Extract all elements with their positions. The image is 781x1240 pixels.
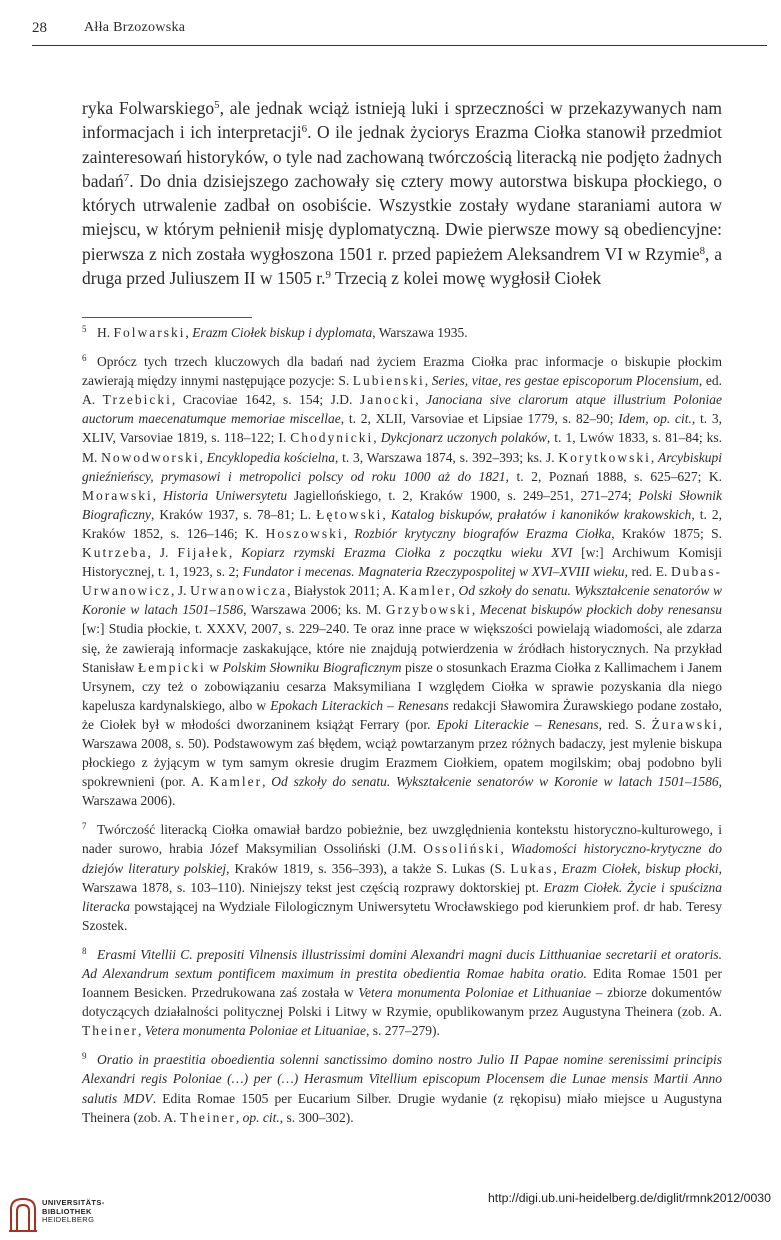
footnote-6: [82, 352, 722, 810]
footnote-text: ,: [262, 774, 272, 790]
footnote-text: , t. 2, XLII, Varsoviae et Lipsiae 1779, s. 82–90;: [340, 411, 619, 427]
footnote-text: , Warszawa 1878, s. 103–110). Niniejszy tekst jest częścią rozprawy doktorskiej pt.: [82, 860, 722, 895]
footnote-text: Dubas-Urwanowicz: [82, 564, 722, 599]
footnote-text: ,: [424, 373, 432, 389]
text-run: , a druga przed Juliuszem II w 1505 r.: [82, 243, 722, 289]
footnote-text: Theiner: [179, 1109, 236, 1125]
footnote-text: Polskim Słowniku Biograficznym: [222, 659, 402, 675]
footnote-text: ,: [382, 506, 391, 522]
footnote-text: ,: [451, 583, 459, 599]
footnote-text: , Warszawa 2008, s. 50). Podstawowym zaś błędem, wciąż powtarzanym przez różnych badaczy, jest mylenie biskupa płockiego z żyjącym w tym samym okresie drugim Erazmem Ciołkiem, opatem mogilskim; obaj podobno byli spokrewnieni (por. A.: [82, 716, 722, 790]
page-footer: [0, 1187, 781, 1240]
footnote-text: , J.: [147, 545, 178, 561]
running-head: Ałła Brzozowska: [84, 20, 186, 35]
footnote-text: Janocki: [359, 392, 416, 408]
footnote-text: , Kraków 1875; S.: [611, 525, 722, 541]
footnote-text: , t. 2, Poznań 1888, s. 625–627; K.: [505, 468, 722, 484]
footnote-number: 8: [82, 945, 87, 956]
footnote-text: ,: [137, 1023, 145, 1039]
footnote-text: Erazm Ciołek. Życie i spuścizna literacka: [82, 879, 723, 914]
footnote-text: , t. 1, Lwów 1833, s. 81–84; ks. M.: [82, 430, 722, 465]
text-run: ryka Folwarskiego: [82, 98, 215, 118]
footnote-text: Encyklopedia kościelna: [206, 449, 335, 465]
footnote-text: Polski Słownik Biograficzny: [82, 487, 723, 522]
source-url-link[interactable]: http://digi.ub.uni-heidelberg.de/diglit/rmnk2012/0030: [487, 1191, 771, 1205]
footnotes: [82, 323, 722, 1127]
footnote-text: Lubienski: [352, 373, 425, 389]
footnote-text: , Warszawa 1935.: [372, 325, 468, 340]
footnote-text: w: [205, 659, 223, 675]
footnote-text: Katalog biskupów, prałatów i kanoników krakowskich: [390, 506, 692, 522]
footnote-text: ,: [235, 1109, 243, 1125]
footnote-ref-7: 7: [123, 171, 130, 184]
footnote-ref-5: 5: [214, 99, 220, 112]
footnote-text: , s. 277–279).: [365, 1023, 440, 1039]
footnote-number: 7: [82, 821, 87, 832]
footnote-text: , Warszawa 2006; ks. M.: [243, 602, 386, 618]
footnote-text: Fijałek: [177, 545, 229, 561]
footnote-text: Oratio in praestitia oboedientia solenni sanctissimo domino nostro Julio II Papae nomine serenissimi principis Alexandri regis Poloniae (…) per (…) Herasmum Vitellium episcopum Plocensem die Lunae mensis Martii Anno salutis MDV: [82, 1052, 722, 1106]
footnote-text: Erasmi Vitellii C. prepositi Vilnensis illustrissimi domini Alexandri magni ducis Litthuaniae secretarii et oratoris. Ad Alexandrum sextum pontificem maximum in prestita obedientia Romae habita oratio.: [82, 946, 722, 981]
footnote-text: . Edita Romae 1505 per Eucarium Silber. Drugie wydanie (z rękopisu) miało miejsce u Augustyna Theinera (zob. A.: [82, 1090, 722, 1125]
main-paragraph: [82, 96, 722, 290]
footnote-text: Chodynicki: [290, 430, 374, 446]
footnote-text: op. cit.: [242, 1109, 280, 1125]
footnote-text: Kamler: [209, 774, 263, 790]
footnote-text: Oprócz tych trzech kluczowych dla badań nad życiem Erazma Ciołka prac informacje o biskupie płockim zawierają między innymi następujące pozycje: S.: [82, 354, 722, 389]
text-run: . O ile jednak życiorys Erazma Ciołka stanowił przedmiot zainteresowań historyków, o tyle nad zachowaną twórczością literacką nie podjęto żadnych badań: [82, 122, 723, 191]
footnote-text: , Białystok 2011; A.: [287, 583, 400, 599]
footnote-text: Kopiarz rzymski Erazma Ciołka z początku wieku XVI: [241, 545, 573, 561]
footnote-text: Wiadomości historyczno-krytyczne do dziejów literatury polskiej: [82, 841, 722, 876]
footnote-text: Janociana sive clarorum atque illustrium Poloniae auctorum maecenatumque memoriae miscellae: [82, 392, 723, 427]
logo-line: BIBLIOTHEK: [42, 1206, 92, 1216]
footnote-text: Od szkoły do senatu. Wykształcenie senatorów w Koronie w latach 1501–1586: [271, 774, 719, 790]
footnote-ref-9: 9: [325, 269, 331, 282]
footnote-text: ,: [500, 841, 511, 857]
footnote-text: Twórczość literacką Ciołka omawiał bardzo pobieżnie, bez uwzględnienia kontekstu historyczno-kulturowego, i nader surowo, hrabia Józef Maksymilian Ossoliński (J.M.: [82, 822, 722, 857]
footnote-text: Historia Uniwersytetu: [163, 487, 288, 503]
footnote-text: Jagiellońskiego, t. 2, Kraków 1900, s. 249–251, 271–274;: [287, 487, 639, 503]
footnote-text: , s. 300–302).: [279, 1109, 354, 1125]
footnote-number: 9: [82, 1051, 87, 1062]
footnote-text: Arcybiskupi gnieźnieńscy, prymasowi i metropolici polscy od roku 1000 aż do 1821: [82, 449, 722, 484]
text-run: . Do dnia dzisiejszego zachowały się cztery mowy autorstwa biskupa płockiego, o których utrwalenie zadbał on osobiście. Wszystkie zostały wydane staraniami autora w miejscu, w którym pełnienił misję dyplomatyczną. Dwie pierwsze mowy są obediencyjne: pierwsza z nich została wygłoszona 1501 r. przed papieżem Aleksandrem VI w Rzymie: [82, 170, 722, 264]
footnote-ref-6: 6: [301, 123, 308, 136]
footnote-text: ,: [471, 602, 480, 618]
library-logo-text: [42, 1199, 105, 1225]
footnote-text: ,: [343, 525, 355, 541]
footnote-text: Od szkoły do senatu. Wykształcenie senatorów w Koronie w latach 1501–1586: [82, 583, 722, 618]
footnote-text: Folwarski: [113, 325, 186, 340]
footnote-text: , red. S.: [598, 716, 652, 732]
main-text: [82, 96, 722, 290]
footnote-text: ,: [199, 449, 207, 465]
footnote-text: Nowodworski: [101, 449, 200, 465]
text-run: , ale jednak wciąż istnieją luki i sprzeczności w przekazywanych nam informacjach i ich interpretacji: [82, 98, 722, 143]
footnote-text: [w:] Archiwum Komisji Historycznej, t. 1, 1923, s. 2;: [82, 545, 722, 580]
footnote-separator: [82, 317, 252, 318]
footnote-text: pisze o stosunkach Erazma Ciołka z Kallimachem i Janem Ursynem, czy też o zobowiązaniu cesarza Maksymiliana I względem Ciołka w sprawie pozyskania dla niego kapelusza kardynalskiego, albo w: [82, 659, 723, 713]
footnote-text: ,: [373, 430, 381, 446]
footnote-text: Łempicki: [138, 659, 206, 675]
footnote-9: [82, 1050, 722, 1126]
footnote-number: 6: [82, 353, 87, 364]
footnote-8: [82, 945, 722, 1040]
header-rule: [32, 45, 767, 46]
footnote-text: Vetera monumenta Poloniae et Lituaniae: [144, 1023, 366, 1039]
footnote-text: Ossoliński: [423, 841, 501, 857]
page-number: 28: [32, 20, 47, 36]
footnote-5: [82, 323, 722, 342]
footnote-text: Rozbiór krytyczny biografów Erazma Ciołka: [354, 525, 612, 541]
footnote-text: Żurawski: [651, 716, 719, 732]
logo-line: HEIDELBERG: [42, 1215, 95, 1225]
footnote-ref-8: 8: [699, 244, 706, 257]
footnote-text: Urwanowicza: [190, 583, 288, 599]
page-header: [32, 20, 767, 46]
footnote-text: Korytkowski: [558, 449, 651, 465]
text-run: Trzecią z kolei mowę wygłosił Ciołek: [330, 268, 602, 289]
footnote-text: ,: [185, 325, 193, 340]
footnote-text: , ed. A.: [82, 373, 722, 408]
footnote-text: Lukas: [510, 860, 554, 876]
footnote-text: – zbiorze dokumentów dotyczących działalności politycznej Polski i Litwy w Rzymie, opublikowanym przez Augustyna Theinera (zob. A.: [82, 985, 722, 1020]
footnote-text: Epoki Literackie – Renesans: [436, 716, 599, 732]
footnote-text: , Cracoviae 1642, s. 154; J.D.: [171, 392, 360, 408]
footnote-text: Mecenat biskupów płockich doby renesansu: [479, 602, 722, 618]
footnote-text: , t. 3, Warszawa 1874, s. 392–393; ks. J.: [335, 449, 559, 465]
footnote-text: H.: [97, 325, 114, 340]
footnote-text: ,: [415, 392, 427, 408]
footnote-text: ,: [228, 545, 242, 561]
footnote-text: ,: [650, 449, 659, 465]
footnote-text: powstającej na Wydziale Filologicznym Uniwersytetu Wrocławskiego pod kierunkiem prof. dr hab. Teresy Szostek.: [82, 898, 722, 933]
footnote-7: [82, 820, 722, 935]
footnote-number: 5: [82, 324, 87, 334]
footnote-text: Fundator i mecenas. Magnateria Rzeczypospolitej w XVI–XVIII wieku: [242, 564, 625, 580]
footnote-text: Epokach Literackich – Renesans: [270, 697, 449, 713]
footnote-text: Kutrzeba: [82, 545, 148, 561]
footnote-text: , Warszawa 2006).: [82, 774, 722, 809]
footnote-text: , Kraków 1819, s. 356–393), a także S. Lukas (S.: [226, 860, 511, 876]
footnote-text: ,: [553, 860, 562, 876]
footnote-text: Łętowski: [316, 506, 383, 522]
footnote-text: Hoszowski: [265, 525, 344, 541]
footnote-text: Grzybowski: [385, 602, 472, 618]
footnote-text: [w:] Studia płockie, t. XXXV, 2007, s. 229–240. Te oraz inne prace w większości powielają wiadomości, ale zdarza się, że zawierają informacje zaskakujące, które nie znajdują potwierdzenia w źródłach historycznych. Na przykład Stanisław: [82, 621, 722, 675]
footnote-text: Erazm Ciołek biskup i dyplomata: [192, 325, 373, 340]
footnote-text: , J.: [170, 583, 191, 599]
footnote-text: , t. 2, Kraków 1852, s. 126–146; K.: [82, 506, 722, 541]
footnote-text: Series, vitae, res gestae episcoporum Plocensium: [431, 373, 699, 389]
logo-line: UNIVERSITÄTS-: [42, 1198, 105, 1207]
footnote-text: Idem, op. cit.: [618, 411, 692, 427]
footnote-text: redakcji Sławomira Żurawskiego podane zostało, że Ciołek był w młodości dworzaninem książąt Ferrary (por.: [82, 697, 722, 732]
footnote-text: Theiner: [82, 1023, 138, 1039]
footnote-text: Kamler: [399, 583, 452, 599]
footnote-text: , Kraków 1937, s. 78–81; L.: [151, 506, 317, 522]
footnote-text: ,: [152, 487, 164, 503]
footnote-text: , red. E.: [624, 564, 671, 580]
footnote-text: Dykcjonarz uczonych polaków: [380, 430, 547, 446]
footnote-text: Morawski: [82, 487, 153, 503]
footnote-text: Trzebicki: [102, 392, 172, 408]
footnote-text: Edita Romae 1501 per Ioannem Besicken. Przedrukowana zaś została w: [82, 966, 722, 1001]
footnote-text: , t. 3, XLIV, Varsoviae 1819, s. 118–122; I.: [82, 411, 722, 446]
footnote-text: Erazm Ciołek, biskup płocki: [561, 860, 719, 876]
footnote-text: Vetera monumenta Poloniae et Lithuaniae: [358, 985, 592, 1001]
library-logo-icon: [8, 1195, 38, 1233]
